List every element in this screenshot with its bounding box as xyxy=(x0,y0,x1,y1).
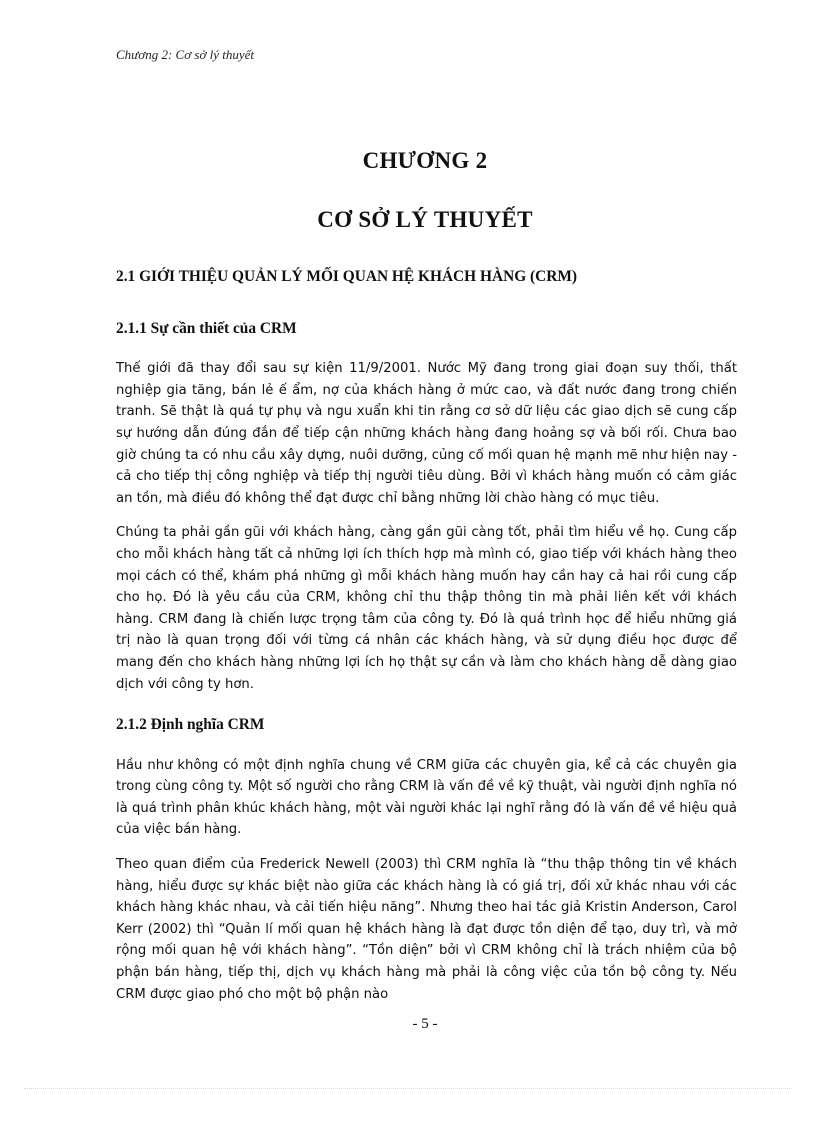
chapter-number: CHƯƠNG 2 xyxy=(362,148,488,173)
paragraph: Hầu như không có một định nghĩa chung về CRM giữa các chuyên gia, kể cả các chuyên gia trong cùng công ty. Một số người cho rằng CRM là vấn đề về kỹ thuật, vài người định nghĩa nó là quá trình phân khúc khách hàng, một vài người khác lại nghĩ rằng đó là vấn đề về hiệu quả của việc bán hàng. xyxy=(116,757,737,838)
chapter-title: CƠ SỞ LÝ THUYẾT xyxy=(317,207,533,232)
page-bottom-divider xyxy=(24,1088,792,1089)
subsection-heading-definition: 2.1.2 Định nghĩa CRM xyxy=(116,716,265,734)
paragraph: Thế giới đã thay đổi sau sự kiện 11/9/2001. Nước Mỹ đang trong giai đoạn suy thối, thất nghiệp gia tăng, bán lẻ ế ẩm, nợ của khách hàng ở mức cao, và đất nước đang trong chiến tranh. Sẽ thật là quá tự phụ và ngu xuẩn khi tin rằng cơ sở dữ liệu các giao dịch sẽ cung cấp sự hướng dẫn đúng đắn để tiếp cận những khách hàng đang hoảng sợ và bối rối. Chưa bao giờ chúng ta có nhu cầu xây dựng, nuôi dưỡng, củng cố mối quan hệ mạnh mẽ như hiện nay - cả cho tiếp thị công nghiệp và tiếp thị người tiêu dùng. Bởi vì khách hàng muốn có cảm giác an tồn, mà điều đó không thể đạt được chỉ bằng những lời chào hàng có mục tiêu. xyxy=(116,361,737,506)
paragraph: Chúng ta phải gần gũi với khách hàng, càng gần gũi càng tốt, phải tìm hiểu về họ. Cung cấp cho mỗi khách hàng tất cả những lợi ích thích hợp mà mình có, giao tiếp với khách hàng theo mọi cách có thể, khám phá những gì mỗi khách hàng muốn hay cần hay cả hai rồi cung cấp cho họ. Đó là yêu cầu của CRM, không chỉ thu thập thông tin mà phải liên kết với khách hàng. CRM đang là chiến lược trọng tâm của công ty. Đó là quá trình học để hiểu những giá trị nào là quan trọng đối với từng cá nhân các khách hàng, và sử dụng điều học được để mang đến cho khách hàng những lợi ích họ thật sự cần và làm cho khách hàng dễ dàng giao dịch với công ty hơn. xyxy=(116,525,737,692)
subsection-heading-necessity: 2.1.1 Sự cần thiết của CRM xyxy=(116,319,297,337)
page-number: - 5 - xyxy=(412,1016,438,1032)
paragraph: Theo quan điểm của Frederick Newell (2003) thì CRM nghĩa là “thu thập thông tin về khách hàng, hiểu được sự khác biệt nào giữa các khách hàng là có giá trị, đối xử khác nhau với các khách hàng khác nhau, và cải tiến hiệu năng”. Nhưng theo hai tác giả Kristin Anderson, Carol Kerr (2002) thì “Quản lí mối quan hệ khách hàng là đạt được tồn diện để tạo, duy trì, và mở rộng mối quan hệ với khách hàng”. “Tồn diện” bởi vì CRM không chỉ là trách nhiệm của bộ phận bán hàng, tiếp thị, dịch vụ khách hàng mà phải là công việc của tồn bộ công ty. Nếu CRM được giao phó cho một bộ phận nào xyxy=(116,857,737,1002)
document-body xyxy=(116,266,737,1018)
running-header: Chương 2: Cơ sở lý thuyết xyxy=(116,47,255,62)
section-heading: 2.1 GIỚI THIỆU QUẢN LÝ MỐI QUAN HỆ KHÁCH HÀNG (CRM) xyxy=(116,268,578,285)
